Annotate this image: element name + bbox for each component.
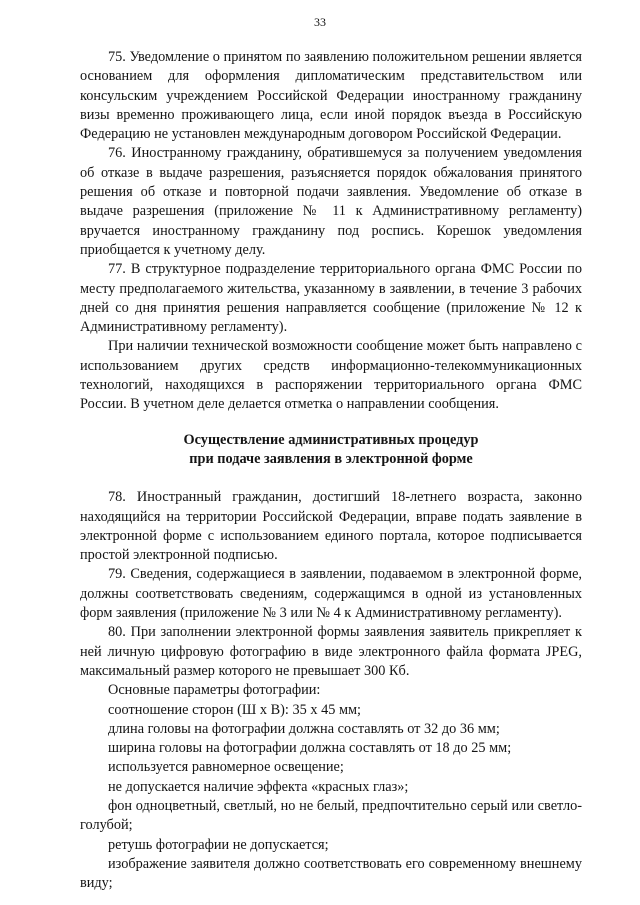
paragraph-technical-possibility: При наличии технической возможности сообщение может быть направлено с использованием других средств информационно-телекоммуникационных технологий, находящихся в распоряжении территориального органа ФМС России. В учетном деле делается отметка о направлении сообщения. [80, 338, 582, 413]
document-body [80, 48, 582, 893]
section-heading-line-1: Осуществление административных процедур [183, 431, 479, 448]
photo-param-aspect-ratio: соотношение сторон (Ш х В): 35 х 45 мм; [108, 701, 362, 718]
photo-parameters-intro: Основные параметры фотографии: [108, 682, 321, 699]
photo-param-head-length: длина головы на фотографии должна составлять от 32 до 36 мм; [108, 720, 500, 737]
photo-param-appearance: изображение заявителя должно соответствовать его современному внешнему виду; [80, 855, 582, 892]
photo-param-red-eye: не допускается наличие эффекта «красных глаз»; [108, 778, 409, 795]
photo-param-lighting: используется равномерное освещение; [108, 759, 344, 776]
paragraph-78: 78. Иностранный гражданин, достигший 18-летнего возраста, законно находящийся на территории Российской Федерации, вправе подать заявление в электронной форме с использованием единого портала, которое подписывается простой электронной подписью. [80, 489, 582, 564]
section-heading-line-2: при подаче заявления в электронной форме [189, 450, 473, 467]
paragraph-80: 80. При заполнении электронной формы заявления заявитель прикрепляет к ней личную цифровую фотографию в виде электронного файла формата JPEG, максимальный размер которого не превышает 300 Кб. [80, 624, 582, 679]
paragraph-75: 75. Уведомление о принятом по заявлению положительном решении является основанием для оформления дипломатическим представительством или консульским учреждением Российской Федерации иностранному гражданину визы временно проживающего лица, если иной порядок въезда в Российскую Федерацию не установлен международным договором Российской Федерации. [80, 49, 582, 143]
section-heading [80, 431, 582, 470]
page-number: 33 [314, 15, 326, 29]
photo-param-background: фон одноцветный, светлый, но не белый, предпочтительно серый или светло-голубой; [80, 797, 582, 834]
photo-param-head-width: ширина головы на фотографии должна составлять от 18 до 25 мм; [108, 740, 512, 757]
photo-param-retouch: ретушь фотографии не допускается; [108, 836, 329, 853]
paragraph-76: 76. Иностранному гражданину, обратившемуся за получением уведомления об отказе в выдаче разрешения, разъясняется порядок обжалования принятого решения об отказе и повторной подачи заявления. Уведомление об отказе в выдаче разрешения (приложение № 11 к Административному регламенту) вручается иностранному гражданину под роспись. Корешок уведомления приобщается к учетному делу. [80, 145, 582, 258]
paragraph-77: 77. В структурное подразделение территориального органа ФМС России по месту предполагаемого жительства, указанному в заявлении, в течение 3 рабочих дней со дня принятия решения направляется сообщение (приложение № 12 к Административному регламенту). [80, 261, 582, 336]
paragraph-79: 79. Сведения, содержащиеся в заявлении, подаваемом в электронной форме, должны соответствовать сведениям, содержащимся в одной из установленных форм заявления (приложение № 3 или № 4 к Административному регламенту). [80, 566, 582, 622]
